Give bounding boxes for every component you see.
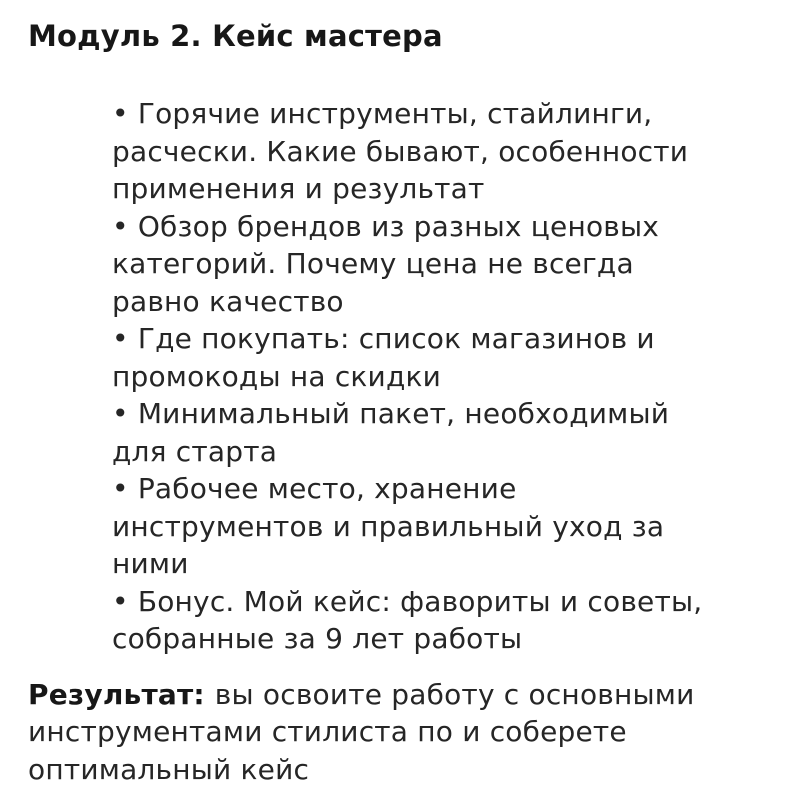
list-item-line: для старта [112, 434, 278, 468]
list-item-line: • Минимальный пакет, необходимый [112, 397, 670, 430]
list-item-line: ними [112, 547, 189, 580]
result-line [28, 676, 770, 714]
list-item [112, 583, 770, 658]
module-topics-list [112, 95, 770, 658]
result-label: Результат: [28, 677, 205, 711]
list-item-line: • Рабочее место, хранение [112, 472, 517, 505]
list-item-line: • Бонус. Мой кейс: фавориты и советы, [112, 584, 703, 618]
list-item [112, 320, 770, 395]
list-item-line: • Обзор брендов из разных ценовых [112, 209, 660, 243]
list-item [112, 395, 770, 470]
list-item-line: применения и результат [112, 172, 485, 205]
result-line: оптимальный кейс [28, 752, 310, 786]
result-line: инструментами стилиста по и соберете [28, 715, 627, 748]
list-item-line: инструментов и правильный уход за [112, 509, 665, 543]
list-item-line: • Горячие инструменты, стайлинги, [112, 97, 653, 130]
list-item [112, 208, 770, 321]
list-item-line: расчески. Какие бывают, особенности [112, 134, 689, 168]
list-item [112, 470, 770, 583]
module-title: Модуль 2. Кейс мастера [28, 19, 443, 53]
list-item-line: собранные за 9 лет работы [112, 622, 523, 655]
list-item-line: равно качество [112, 284, 344, 318]
list-item-line: категорий. Почему цена не всегда [112, 247, 634, 280]
list-item-line: • Где покупать: список магазинов и [112, 322, 655, 355]
result-paragraph [28, 676, 770, 789]
list-item [112, 95, 770, 208]
list-item-line: промокоды на скидки [112, 359, 442, 393]
result-text: вы освоите работу с основными [214, 677, 695, 711]
